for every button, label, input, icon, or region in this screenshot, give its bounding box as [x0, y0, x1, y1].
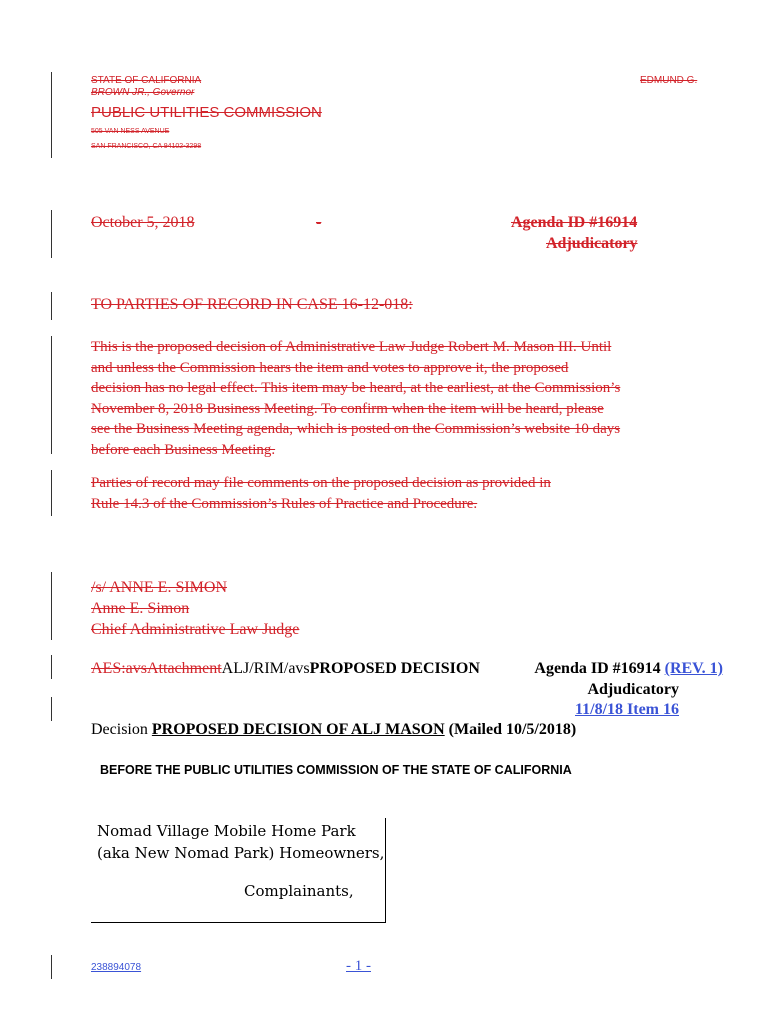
signature: /s/ ANNE E. SIMON — [91, 579, 228, 596]
revision-label: (REV. 1) — [664, 660, 723, 677]
memo-agenda-id: Agenda ID #16914 — [511, 214, 638, 231]
paragraph-line: and unless the Commission hears the item and votes to approve it, the proposed — [91, 359, 569, 376]
before-commission-heading: BEFORE THE PUBLIC UTILITIES COMMISSION OF THE STATE OF CALIFORNIA — [100, 763, 572, 777]
paragraph-line: before each Business Meeting. — [91, 441, 276, 458]
mailed-date: (Mailed 10/5/2018) — [448, 721, 577, 738]
agenda-item: 11/8/18 Item 16 — [575, 701, 679, 718]
party-line-1: Nomad Village Mobile Home Park — [97, 822, 356, 840]
caption-text — [97, 820, 384, 864]
memo-dash: - — [316, 214, 322, 231]
signer-name: Anne E. Simon — [91, 600, 190, 617]
memo-paragraph-1 — [91, 337, 620, 460]
proposed-label: PROPOSED DECISION — [309, 660, 480, 677]
change-bar — [51, 72, 52, 158]
signature-block — [91, 577, 299, 640]
memo-agenda-type: Adjudicatory — [546, 235, 638, 252]
commission-name: PUBLIC UTILITIES COMMISSION — [91, 104, 322, 121]
change-bar — [51, 697, 52, 721]
agenda-id: Agenda ID #16914 — [534, 660, 661, 677]
change-bar — [51, 572, 52, 640]
paragraph-line: see the Business Meeting agenda, which is posted on the Commission’s website 10 days — [91, 421, 621, 437]
agenda-type: Adjudicatory — [587, 681, 679, 698]
change-bar — [51, 210, 52, 258]
change-bar — [51, 955, 52, 979]
memo-paragraph-2 — [91, 473, 551, 514]
governor-right: EDMUND G. — [640, 75, 698, 86]
decision-title-line — [91, 721, 576, 739]
document-ref: ALJ/RIM/avs — [221, 660, 310, 677]
page-number: - 1 - — [346, 958, 371, 974]
party-role: Complainants, — [244, 882, 354, 900]
decision-title: PROPOSED DECISION OF ALJ MASON — [151, 721, 445, 738]
to-parties-heading: TO PARTIES OF RECORD IN CASE 16-12-018: — [91, 296, 413, 313]
agenda-id-line — [534, 660, 723, 678]
paragraph-line: decision has no legal effect. This item may be heard, at the earliest, at the Commission’s — [91, 380, 621, 396]
change-bar — [51, 470, 52, 516]
change-bar — [51, 655, 52, 679]
memo-date: October 5, 2018 — [91, 214, 195, 231]
paragraph-line: Rule 14.3 of the Commission’s Rules of Practice and Procedure. — [91, 495, 478, 512]
document-number: 238894078 — [91, 962, 142, 973]
state-line-1: STATE OF CALIFORNIA — [91, 75, 202, 86]
paragraph-line: This is the proposed decision of Administrative Law Judge Robert M. Mason III. Until — [91, 339, 612, 355]
change-bar — [51, 292, 52, 320]
change-bar — [51, 336, 52, 454]
signer-title: Chief Administrative Law Judge — [91, 621, 300, 638]
address-line-2: SAN FRANCISCO, CA 94102-3298 — [91, 143, 202, 150]
decision-word: Decision — [91, 721, 148, 738]
paragraph-line: Parties of record may file comments on the proposed decision as provided in — [91, 475, 551, 491]
address-line-1: 505 VAN NESS AVENUE — [91, 128, 170, 135]
decision-header-line — [91, 660, 480, 678]
state-line — [91, 75, 201, 99]
party-line-2: (aka New Nomad Park) Homeowners, — [97, 844, 385, 862]
state-line-2: BROWN JR., Governor — [91, 87, 195, 98]
deleted-prefix: AES:avsAttachment — [91, 660, 222, 677]
paragraph-line: November 8, 2018 Business Meeting. To confirm when the item will be heard, please — [91, 400, 604, 417]
